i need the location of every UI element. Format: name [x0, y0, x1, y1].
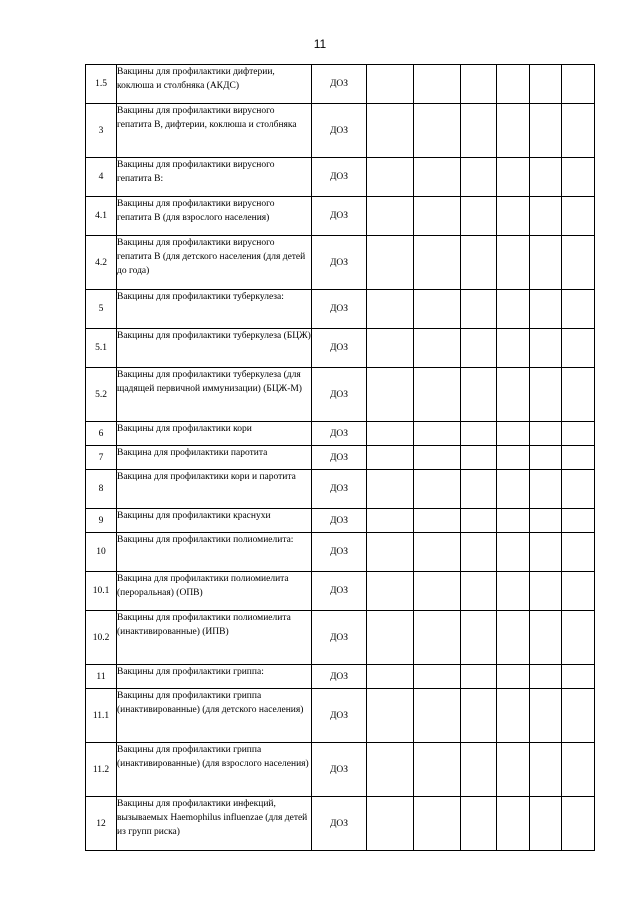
vaccine-name: Вакцины для профилактики вирусного гепатита В, дифтерии, коклюша и столбняка — [117, 104, 312, 158]
empty-cell — [461, 446, 497, 470]
row-number: 5.2 — [86, 368, 117, 422]
row-number: 7 — [86, 446, 117, 470]
unit-cell: ДОЗ — [312, 533, 367, 572]
empty-cell — [562, 65, 595, 104]
empty-cell — [562, 470, 595, 509]
empty-cell — [562, 236, 595, 290]
empty-cell — [414, 65, 461, 104]
row-number: 5.1 — [86, 329, 117, 368]
row-number: 8 — [86, 470, 117, 509]
empty-cell — [461, 197, 497, 236]
empty-cell — [530, 290, 562, 329]
unit-cell: ДОЗ — [312, 236, 367, 290]
unit-cell: ДОЗ — [312, 197, 367, 236]
empty-cell — [562, 572, 595, 611]
empty-cell — [461, 104, 497, 158]
empty-cell — [497, 446, 530, 470]
unit-cell: ДОЗ — [312, 665, 367, 689]
empty-cell — [497, 65, 530, 104]
empty-cell — [497, 158, 530, 197]
unit-cell: ДОЗ — [312, 689, 367, 743]
empty-cell — [414, 290, 461, 329]
empty-cell — [367, 797, 414, 851]
empty-cell — [530, 368, 562, 422]
empty-cell — [497, 470, 530, 509]
table-row — [86, 158, 595, 197]
table-row — [86, 329, 595, 368]
unit-cell: ДОЗ — [312, 470, 367, 509]
empty-cell — [461, 470, 497, 509]
empty-cell — [414, 743, 461, 797]
vaccine-name: Вакцины для профилактики вирусного гепатита В (для детского населения (для детей до года) — [117, 236, 312, 290]
empty-cell — [497, 689, 530, 743]
table-row — [86, 689, 595, 743]
empty-cell — [497, 290, 530, 329]
empty-cell — [562, 368, 595, 422]
empty-cell — [461, 329, 497, 368]
vaccine-name: Вакцина для профилактики паротита — [117, 446, 312, 470]
row-number: 4 — [86, 158, 117, 197]
empty-cell — [562, 290, 595, 329]
empty-cell — [414, 533, 461, 572]
row-number: 4.1 — [86, 197, 117, 236]
empty-cell — [367, 290, 414, 329]
unit-cell: ДОЗ — [312, 368, 367, 422]
empty-cell — [414, 509, 461, 533]
row-number: 9 — [86, 509, 117, 533]
empty-cell — [414, 158, 461, 197]
empty-cell — [562, 197, 595, 236]
unit-cell: ДОЗ — [312, 329, 367, 368]
table-row — [86, 197, 595, 236]
row-number: 5 — [86, 290, 117, 329]
unit-cell: ДОЗ — [312, 290, 367, 329]
empty-cell — [530, 422, 562, 446]
empty-cell — [562, 797, 595, 851]
row-number: 10.1 — [86, 572, 117, 611]
empty-cell — [367, 446, 414, 470]
vaccine-name: Вакцины для профилактики полиомиелита: — [117, 533, 312, 572]
table-row — [86, 104, 595, 158]
empty-cell — [530, 665, 562, 689]
empty-cell — [497, 743, 530, 797]
vaccine-name: Вакцины для профилактики дифтерии, коклюша и столбняка (АКДС) — [117, 65, 312, 104]
empty-cell — [367, 158, 414, 197]
empty-cell — [562, 329, 595, 368]
empty-cell — [530, 65, 562, 104]
vaccine-name: Вакцины для профилактики инфекций, вызываемых Haemophilus influenzae (для детей из групп риска) — [117, 797, 312, 851]
vaccine-name: Вакцины для профилактики гриппа: — [117, 665, 312, 689]
empty-cell — [461, 236, 497, 290]
empty-cell — [562, 533, 595, 572]
empty-cell — [562, 158, 595, 197]
empty-cell — [562, 743, 595, 797]
empty-cell — [367, 533, 414, 572]
row-number: 12 — [86, 797, 117, 851]
vaccine-name: Вакцины для профилактики вирусного гепатита В (для взрослого населения) — [117, 197, 312, 236]
empty-cell — [414, 104, 461, 158]
empty-cell — [461, 572, 497, 611]
table-row — [86, 509, 595, 533]
empty-cell — [367, 65, 414, 104]
vaccine-table — [85, 64, 595, 851]
empty-cell — [461, 422, 497, 446]
empty-cell — [562, 665, 595, 689]
vaccine-name: Вакцины для профилактики вирусного гепатита В: — [117, 158, 312, 197]
empty-cell — [367, 422, 414, 446]
empty-cell — [530, 611, 562, 665]
vaccine-name: Вакцина для профилактики кори и паротита — [117, 470, 312, 509]
empty-cell — [367, 572, 414, 611]
empty-cell — [461, 65, 497, 104]
empty-cell — [414, 611, 461, 665]
vaccine-name: Вакцина для профилактики полиомиелита (пероральная) (ОПВ) — [117, 572, 312, 611]
empty-cell — [414, 368, 461, 422]
empty-cell — [461, 533, 497, 572]
empty-cell — [414, 422, 461, 446]
table-row — [86, 290, 595, 329]
empty-cell — [497, 797, 530, 851]
unit-cell: ДОЗ — [312, 797, 367, 851]
row-number: 11 — [86, 665, 117, 689]
empty-cell — [497, 611, 530, 665]
table-row — [86, 368, 595, 422]
empty-cell — [461, 743, 497, 797]
empty-cell — [497, 533, 530, 572]
unit-cell: ДОЗ — [312, 446, 367, 470]
empty-cell — [497, 368, 530, 422]
table-row — [86, 533, 595, 572]
empty-cell — [367, 665, 414, 689]
empty-cell — [530, 329, 562, 368]
empty-cell — [530, 236, 562, 290]
table-body — [86, 65, 595, 851]
empty-cell — [530, 743, 562, 797]
empty-cell — [562, 689, 595, 743]
table-row — [86, 65, 595, 104]
empty-cell — [461, 509, 497, 533]
empty-cell — [461, 797, 497, 851]
empty-cell — [530, 689, 562, 743]
row-number: 11.1 — [86, 689, 117, 743]
row-number: 6 — [86, 422, 117, 446]
empty-cell — [367, 470, 414, 509]
unit-cell: ДОЗ — [312, 158, 367, 197]
empty-cell — [367, 743, 414, 797]
table-row — [86, 665, 595, 689]
row-number: 1.5 — [86, 65, 117, 104]
empty-cell — [497, 329, 530, 368]
table-row — [86, 611, 595, 665]
page-number: 11 — [313, 37, 327, 51]
table-row — [86, 797, 595, 851]
empty-cell — [461, 665, 497, 689]
table-row — [86, 236, 595, 290]
empty-cell — [414, 470, 461, 509]
empty-cell — [461, 158, 497, 197]
vaccine-name: Вакцины для профилактики туберкулеза: — [117, 290, 312, 329]
table-row — [86, 743, 595, 797]
empty-cell — [461, 290, 497, 329]
table-row — [86, 470, 595, 509]
unit-cell: ДОЗ — [312, 65, 367, 104]
empty-cell — [562, 611, 595, 665]
vaccine-name: Вакцины для профилактики полиомиелита (инактивированные) (ИПВ) — [117, 611, 312, 665]
empty-cell — [530, 572, 562, 611]
empty-cell — [367, 689, 414, 743]
empty-cell — [461, 689, 497, 743]
empty-cell — [414, 329, 461, 368]
empty-cell — [497, 197, 530, 236]
empty-cell — [367, 368, 414, 422]
vaccine-name: Вакцины для профилактики туберкулеза (для щадящей первичной иммунизации) (БЦЖ-М) — [117, 368, 312, 422]
empty-cell — [530, 446, 562, 470]
empty-cell — [414, 446, 461, 470]
empty-cell — [530, 158, 562, 197]
row-number: 4.2 — [86, 236, 117, 290]
empty-cell — [562, 104, 595, 158]
empty-cell — [367, 509, 414, 533]
unit-cell: ДОЗ — [312, 611, 367, 665]
empty-cell — [367, 197, 414, 236]
vaccine-name: Вакцины для профилактики гриппа (инактивированные) (для взрослого населения) — [117, 743, 312, 797]
empty-cell — [497, 236, 530, 290]
empty-cell — [414, 689, 461, 743]
vaccine-name: Вакцины для профилактики кори — [117, 422, 312, 446]
empty-cell — [562, 509, 595, 533]
empty-cell — [562, 422, 595, 446]
unit-cell: ДОЗ — [312, 104, 367, 158]
empty-cell — [497, 422, 530, 446]
empty-cell — [414, 197, 461, 236]
empty-cell — [562, 446, 595, 470]
empty-cell — [414, 236, 461, 290]
empty-cell — [414, 797, 461, 851]
empty-cell — [367, 611, 414, 665]
unit-cell: ДОЗ — [312, 743, 367, 797]
unit-cell: ДОЗ — [312, 572, 367, 611]
empty-cell — [461, 611, 497, 665]
empty-cell — [367, 104, 414, 158]
empty-cell — [461, 368, 497, 422]
empty-cell — [530, 797, 562, 851]
row-number: 10.2 — [86, 611, 117, 665]
empty-cell — [497, 572, 530, 611]
row-number: 11.2 — [86, 743, 117, 797]
empty-cell — [530, 470, 562, 509]
vaccine-name: Вакцины для профилактики гриппа (инактивированные) (для детского населения) — [117, 689, 312, 743]
empty-cell — [530, 104, 562, 158]
table-row — [86, 446, 595, 470]
empty-cell — [414, 572, 461, 611]
vaccine-name: Вакцины для профилактики туберкулеза (БЦЖ) — [117, 329, 312, 368]
empty-cell — [367, 329, 414, 368]
unit-cell: ДОЗ — [312, 422, 367, 446]
empty-cell — [497, 509, 530, 533]
row-number: 3 — [86, 104, 117, 158]
empty-cell — [497, 104, 530, 158]
empty-cell — [530, 197, 562, 236]
empty-cell — [414, 665, 461, 689]
empty-cell — [497, 665, 530, 689]
table-row — [86, 572, 595, 611]
table-row — [86, 422, 595, 446]
vaccine-name: Вакцины для профилактики краснухи — [117, 509, 312, 533]
empty-cell — [530, 509, 562, 533]
row-number: 10 — [86, 533, 117, 572]
unit-cell: ДОЗ — [312, 509, 367, 533]
empty-cell — [367, 236, 414, 290]
empty-cell — [530, 533, 562, 572]
